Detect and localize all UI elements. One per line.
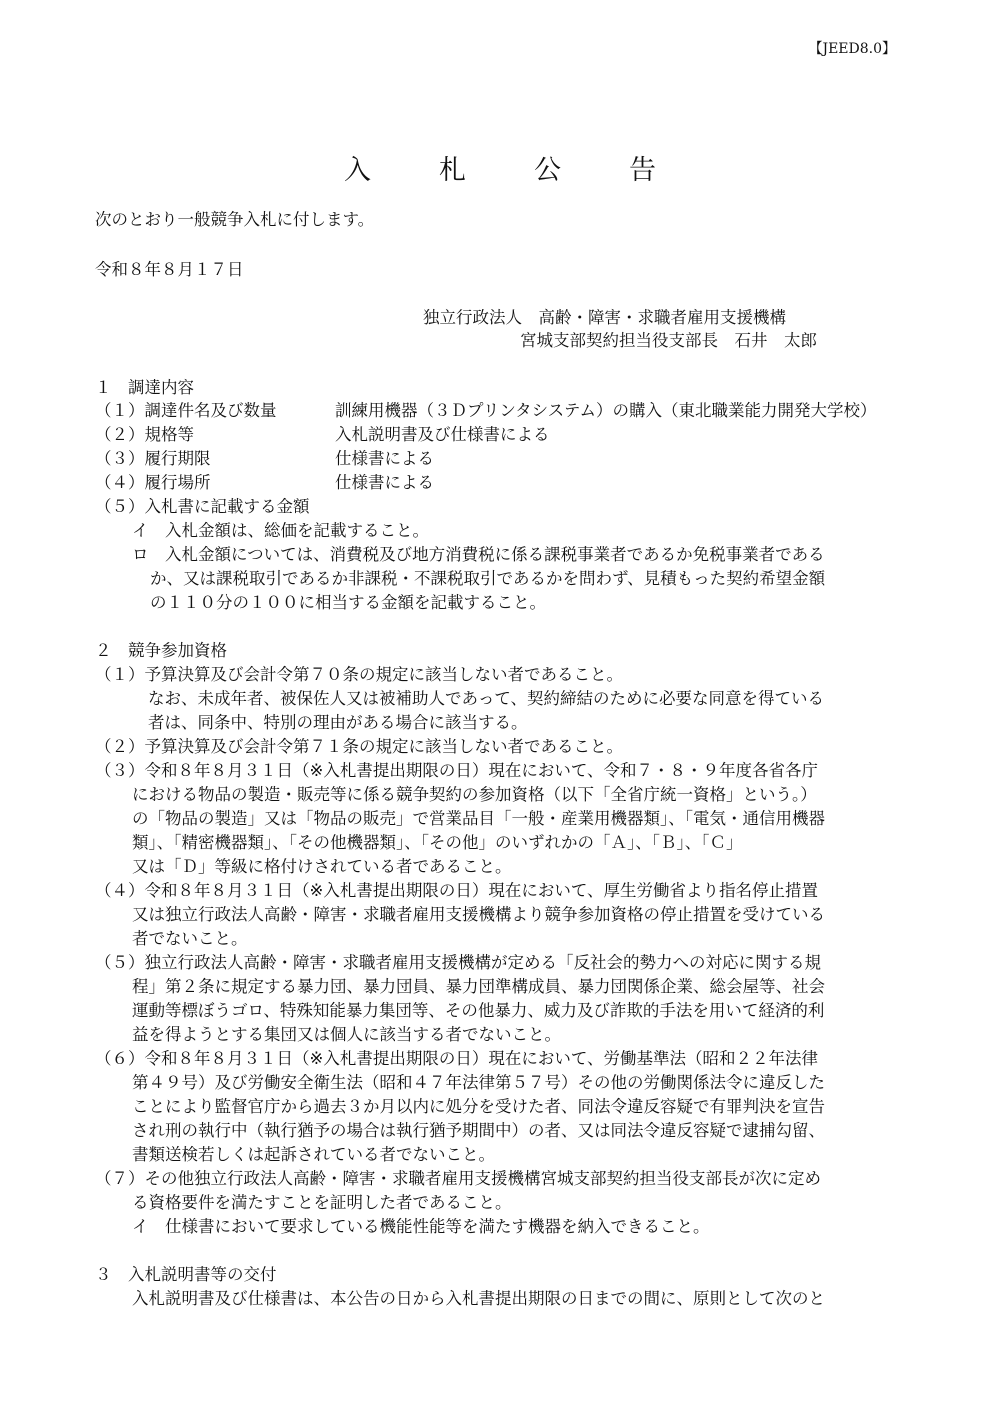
item-5-ro-line: か、又は課税取引であるか非課税・不課税取引であるかを問わず、見積もった契約希望金額 <box>150 569 826 588</box>
issuer-officer: 宮城支部契約担当役支部長 石井 太郎 <box>520 331 817 350</box>
item-5-label: （５）入札書に記載する金額 <box>95 497 310 516</box>
document-title <box>0 148 1000 187</box>
section-3-text: 入札説明書及び仕様書は、本公告の日から入札書提出期限の日までの間に、原則として次のと <box>132 1289 825 1308</box>
qual-7-line: る資格要件を満たすことを証明した者であること。 <box>132 1193 512 1212</box>
item-2-label: （２）規格等 <box>95 425 194 444</box>
item-2-value: 入札説明書及び仕様書による <box>335 425 550 444</box>
section-3-heading: ３ 入札説明書等の交付 <box>95 1265 277 1284</box>
qual-1-line: なお、未成年者、被保佐人又は被補助人であって、契約締結のために必要な同意を得ている <box>148 689 825 708</box>
qual-5-line: 程」第２条に規定する暴力団、暴力団員、暴力団準構成員、暴力団関係企業、総会屋等、社会 <box>132 977 825 996</box>
issuer-org: 独立行政法人 高齢・障害・求職者雇用支援機構 <box>423 308 786 327</box>
qual-6-line: 書類送検若しくは起訴されている者でないこと。 <box>132 1145 495 1164</box>
title-char: 札 <box>439 155 466 186</box>
title-char: 入 <box>344 155 371 186</box>
item-5-i: イ 入札金額は、総価を記載すること。 <box>132 521 429 540</box>
title-char: 公 <box>534 155 561 186</box>
item-3-value: 仕様書による <box>335 449 434 468</box>
qual-2-line: （２）予算決算及び会計令第７１条の規定に該当しない者であること。 <box>95 737 623 756</box>
qual-4-line: 又は独立行政法人高齢・障害・求職者雇用支援機構より競争参加資格の停止措置を受けている <box>132 905 825 924</box>
section-2-heading: ２ 競争参加資格 <box>95 641 227 660</box>
qual-6-line: され刑の執行中（執行猶予の場合は執行猶予期間中）の者、又は同法令違反容疑で逮捕勾留、 <box>132 1121 825 1140</box>
document-code: 【JEED8.0】 <box>808 41 896 57</box>
qual-3-line: （３）令和８年８月３１日（※入札書提出期限の日）現在において、令和７・８・９年度各省各庁 <box>95 761 818 780</box>
item-5-ro-line: の１１０分の１００に相当する金額を記載すること。 <box>150 593 546 612</box>
qual-3-line: 類」、「精密機器類」、「その他機器類」、「その他」のいずれかの「Ａ」、「Ｂ」、「Ｃ」 <box>132 833 743 852</box>
item-4-label: （４）履行場所 <box>95 473 211 492</box>
item-5-ro-line: ロ 入札金額については、消費税及び地方消費税に係る課税事業者であるか免税事業者である <box>132 545 825 564</box>
qual-3-line: 又は「Ｄ」等級に格付けされている者であること。 <box>132 857 512 876</box>
qual-1-line: （１）予算決算及び会計令第７０条の規定に該当しない者であること。 <box>95 665 623 684</box>
section-1-heading: １ 調達内容 <box>95 378 194 397</box>
qual-4-line: 者でないこと。 <box>132 929 248 948</box>
qual-3-line: の「物品の製造」又は「物品の販売」で営業品目「一般・産業用機器類」、「電気・通信用機器 <box>132 809 825 828</box>
qual-5-line: 運動等標ぼうゴロ、特殊知能暴力集団等、その他暴力、威力及び詐欺的手法を用いて経済的利 <box>132 1001 825 1020</box>
qual-5-line: 益を得ようとする集団又は個人に該当する者でないこと。 <box>132 1025 561 1044</box>
item-3-label: （３）履行期限 <box>95 449 211 468</box>
qual-3-line: における物品の製造・販売等に係る競争契約の参加資格（以下「全省庁統一資格」という。） <box>132 785 817 804</box>
qual-6-line: （６）令和８年８月３１日（※入札書提出期限の日）現在において、労働基準法（昭和２２年法律 <box>95 1049 818 1068</box>
title-char: 告 <box>629 155 656 186</box>
qual-5-line: （５）独立行政法人高齢・障害・求職者雇用支援機構が定める「反社会的勢力への対応に関する規 <box>95 953 821 972</box>
qual-1-line: 者は、同条中、特別の理由がある場合に該当する。 <box>148 713 528 732</box>
qual-7-line: （７）その他独立行政法人高齢・障害・求職者雇用支援機構宮城支部契約担当役支部長が次に定め <box>95 1169 821 1188</box>
item-1-value: 訓練用機器（３Ｄプリンタシステム）の購入（東北職業能力開発大学校） <box>335 401 877 420</box>
qual-4-line: （４）令和８年８月３１日（※入札書提出期限の日）現在において、厚生労働省より指名停止措置 <box>95 881 818 900</box>
qual-7-line: イ 仕様書において要求している機能性能等を満たす機器を納入できること。 <box>132 1217 710 1236</box>
intro-text: 次のとおり一般競争入札に付します。 <box>95 210 375 229</box>
notice-date: 令和８年８月１７日 <box>95 260 244 279</box>
item-4-value: 仕様書による <box>335 473 434 492</box>
qual-6-line: 第４９号）及び労働安全衛生法（昭和４７年法律第５７号）その他の労働関係法令に違反した <box>132 1073 825 1092</box>
qual-6-line: ことにより監督官庁から過去３か月以内に処分を受けた者、同法令違反容疑で有罪判決を宣告 <box>132 1097 825 1116</box>
item-1-label: （１）調達件名及び数量 <box>95 401 277 420</box>
